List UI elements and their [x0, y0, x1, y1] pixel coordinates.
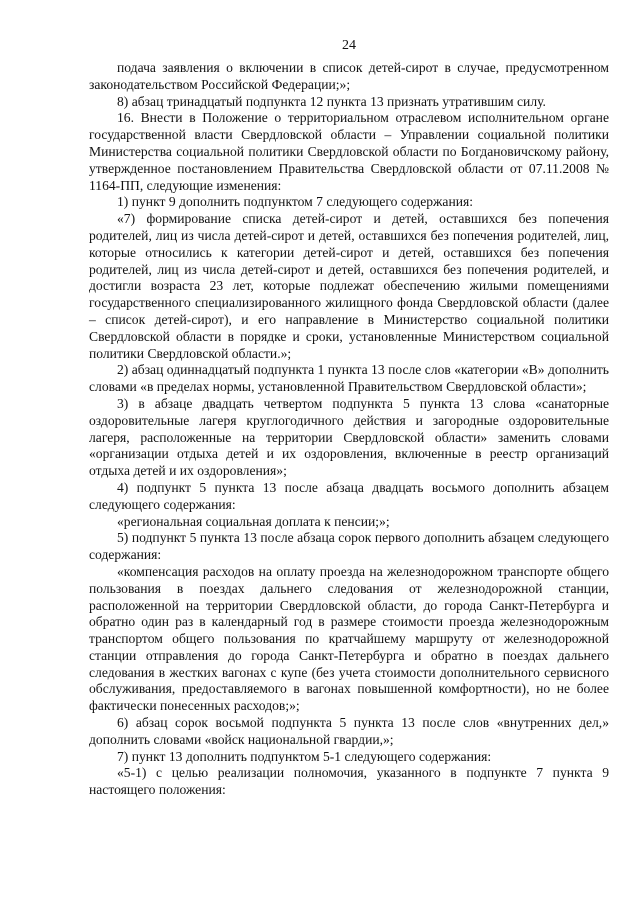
- paragraph-quote-7: «7) формирование списка детей-сирот и детей, оставшихся без попечения родителей, лиц из числа детей-сирот и детей, оставшихся без попечения родителей, лиц, которые относились к категории детей-сирот и детей, оставшихся без попечения родителей, лиц из числа детей-сирот и детей, оставшихся без попечения родителей, и достигли возраста 23 лет, которые подлежат обеспечению жилыми помещениями государственного специализированного жилищного фонда Свердловской области (далее – список детей-сирот), и его направление в Министерство социальной политики Свердловской области в порядке и сроки, установленные Министерством социальной политики Свердловской области.»;: [89, 211, 609, 361]
- paragraph-continuation: подача заявления о включении в список детей-сирот в случае, предусмотренном законодательством Российской Федерации;»;: [89, 60, 609, 92]
- paragraph-item-6: 6) абзац сорок восьмой подпункта 5 пункта 13 после слов «внутренних дел,» дополнить словами «войск национальной гвардии,»;: [89, 715, 609, 747]
- page-number: 24: [342, 38, 356, 53]
- paragraph-quote-pension: «региональная социальная доплата к пенсии;»;: [117, 513, 390, 529]
- paragraph-section-16: 16. Внести в Положение о территориальном отраслевом исполнительном органе государственной власти Свердловской области – Управлении социальной политики Министерства социальной политики Свердловской области по Богдановичскому району, утвержденное постановлением Правительства Свердловской области от 07.11.2008 № 1164-ПП, следующие изменения:: [89, 110, 609, 193]
- paragraph-item-8: 8) абзац тринадцатый подпункта 12 пункта 13 признать утратившим силу.: [117, 93, 546, 109]
- paragraph-quote-5-1: «5-1) с целью реализации полномочия, указанного в подпункте 7 пункта 9 настоящего положения:: [89, 765, 609, 798]
- paragraph-item-1: 1) пункт 9 дополнить подпунктом 7 следующего содержания:: [117, 194, 474, 210]
- paragraph-quote-compensation: «компенсация расходов на оплату проезда на железнодорожном транспорте общего пользования в поездах дальнего следования от железнодорожной станции, расположенной на территории Свердловской области, до города Санкт-Петербурга и обратно один раз в календарный год в размере стоимости проезда железнодорожным транспортом общего пользования по кратчайшему маршруту от железнодорожной станции отправления до города Санкт-Петербурга и обратно в поездах дальнего следования в жестких вагонах с купе (без учета стоимости дополнительного сервисного обслуживания, предоставляемого в вагонах повышенной комфортности), но не более фактически понесенных расходов;»;: [89, 563, 609, 714]
- paragraph-item-4: 4) подпункт 5 пункта 13 после абзаца двадцать восьмого дополнить абзацем следующего содержания:: [89, 479, 609, 512]
- paragraph-item-5: 5) подпункт 5 пункта 13 после абзаца сорок первого дополнить абзацем следующего содержания:: [89, 530, 609, 563]
- paragraph-item-3: 3) в абзаце двадцать четвертом подпункта 5 пункта 13 слова «санаторные оздоровительные лагеря круглогодичного действия и загородные оздоровительные лагеря, расположенные на территории Свердловской области» заменить словами «организации отдыха детей и их оздоровления, включенные в реестр организаций отдыха детей и их оздоровления»;: [89, 395, 609, 479]
- paragraph-item-2: 2) абзац одиннадцатый подпункта 1 пункта 13 после слов «категории «В» дополнить словами «в пределах нормы, установленной Правительством Свердловской области»;: [89, 362, 609, 395]
- paragraph-item-7: 7) пункт 13 дополнить подпунктом 5-1 следующего содержания:: [117, 748, 492, 764]
